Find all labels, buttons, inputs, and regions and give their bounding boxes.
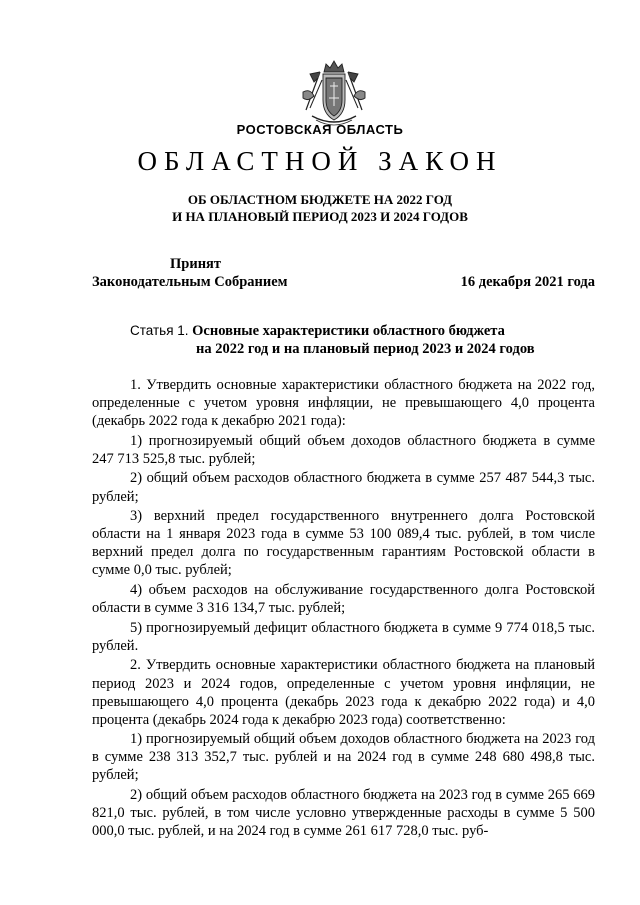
- article-label: Статья 1.: [130, 323, 189, 338]
- paragraph: 2) общий объем расходов областного бюджета на 2023 год в сумме 265 669 821,0 тыс. рублей, в том числе условно утвержденные расходы в сумме 5 500 000,0 тыс. рублей, и на 2024 год в сумме 261 617 728,0 тыс. руб-: [92, 787, 595, 840]
- subtitle-line-1: ОБ ОБЛАСТНОМ БЮДЖЕТЕ НА 2022 ГОД: [187, 192, 453, 207]
- article-title-line-1: Основные характеристики областного бюджета: [192, 323, 505, 339]
- paragraph: 4) объем расходов на обслуживание государственного долга Ростовской области в сумме 3 316 134,7 тыс. рублей;: [92, 582, 595, 617]
- adoption-body: Законодательным Собранием: [92, 274, 288, 290]
- paragraph: 2. Утвердить основные характеристики областного бюджета на плановый период 2023 и 2024 годов, определенные с учетом уровня инфляции, не превышающего 4,0 процента (декабрь 2023 года к декабрю 2022 года) и 4,0 процента (декабрь 2024 года к декабрю 2023 года) соответственно:: [92, 657, 595, 728]
- paragraph: 3) верхний предел государственного внутреннего долга Ростовской области на 1 января 2023 года в сумме 53 100 089,4 тыс. рублей, в том числе верхний предел долга по государственным гарантиям Ростовской области в сумме 0,0 тыс. рублей;: [92, 508, 595, 579]
- region-name: РОСТОВСКАЯ ОБЛАСТЬ: [236, 122, 404, 137]
- coat-of-arms-emblem-icon: [300, 58, 368, 128]
- article-body: [92, 376, 595, 840]
- paragraph: 5) прогнозируемый дефицит областного бюджета в сумме 9 774 018,5 тыс. рублей.: [92, 619, 595, 654]
- article-heading: [130, 322, 535, 358]
- article-title-line-2: на 2022 год и на плановый период 2023 и 2024 годов: [196, 341, 535, 357]
- paragraph: 1) прогнозируемый общий объем доходов областного бюджета на 2023 год в сумме 238 313 352,7 тыс. рублей и на 2024 год в сумме 248 680 498,8 тыс. рублей;: [92, 731, 595, 784]
- adoption-date: 16 декабря 2021 года: [460, 274, 595, 290]
- paragraph: 1. Утвердить основные характеристики областного бюджета на 2022 год, определенные с учетом уровня инфляции, не превышающего 4,0 процента (декабрь 2022 года к декабрю 2021 года):: [92, 377, 595, 430]
- paragraph: 2) общий объем расходов областного бюджета в сумме 257 487 544,3 тыс. рублей;: [92, 470, 595, 505]
- law-subtitle: [0, 191, 640, 225]
- subtitle-line-2: И НА ПЛАНОВЫЙ ПЕРИОД 2023 И 2024 ГОДОВ: [172, 209, 468, 224]
- law-type-title: ОБЛАСТНОЙ ЗАКОН: [137, 146, 503, 176]
- adoption-label: Принят: [170, 256, 222, 272]
- paragraph: 1) прогнозируемый общий объем доходов областного бюджета в сумме 247 713 525,8 тыс. рублей;: [92, 432, 595, 467]
